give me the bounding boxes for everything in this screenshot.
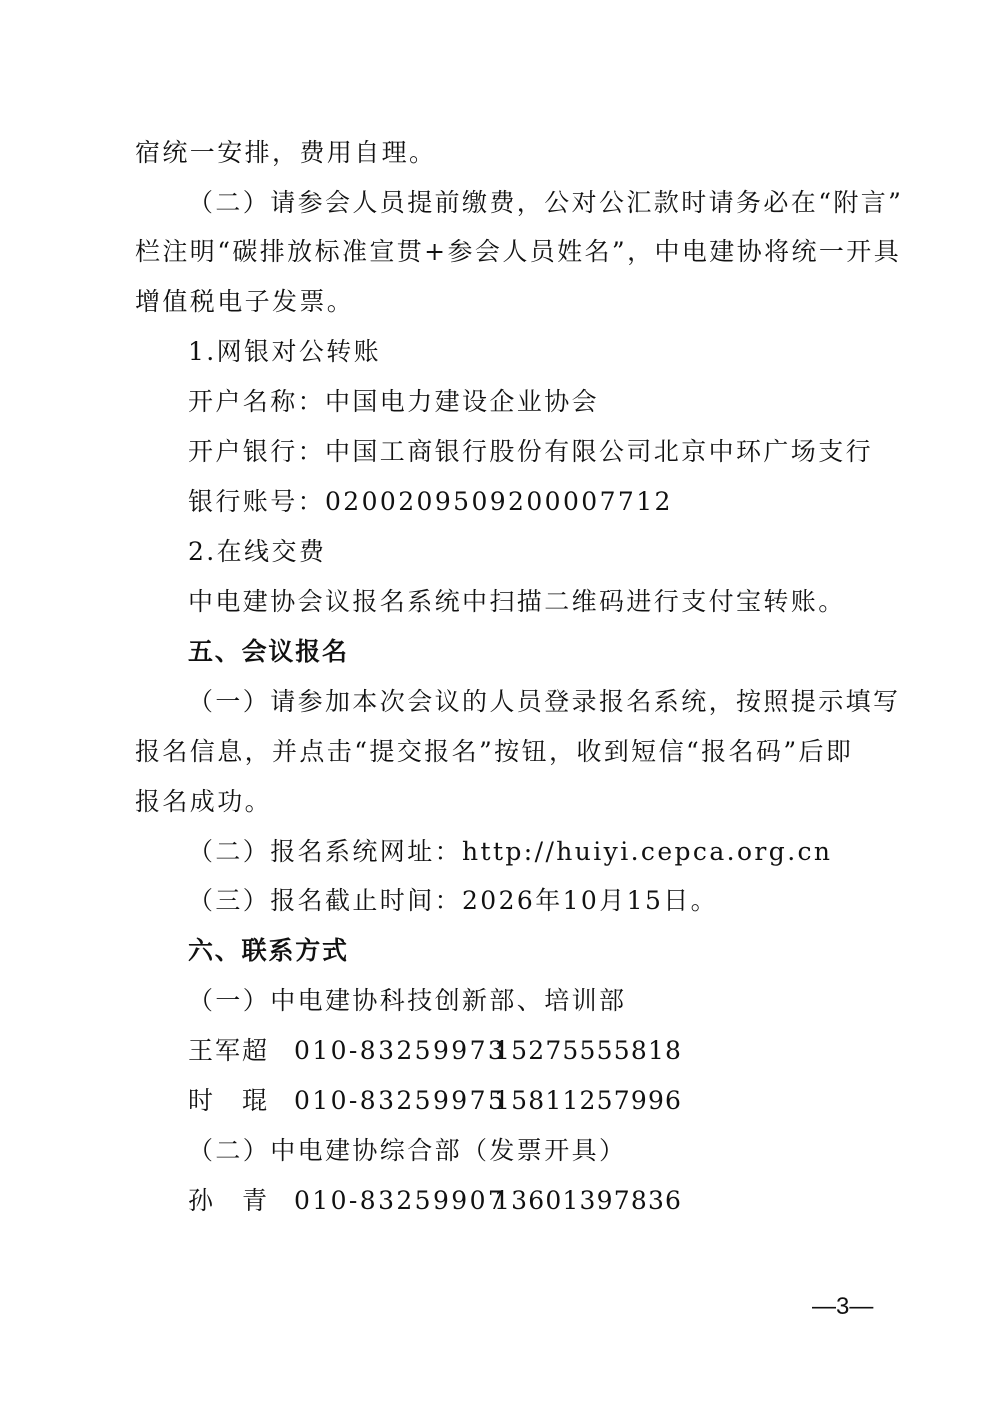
section-heading-contacts: 六、联系方式 <box>188 936 349 965</box>
registration-website: （二）报名系统网址：http://huiyi.cepca.org.cn <box>188 837 833 866</box>
account-number: 银行账号：0200209509200007712 <box>188 487 673 516</box>
registration-paragraph-line3: 报名成功。 <box>135 787 273 816</box>
account-name: 开户名称：中国电力建设企业协会 <box>188 387 600 416</box>
contact-mobile: 15275555818 <box>494 1036 683 1065</box>
contact-department-2: （二）中电建协综合部（发票开具） <box>188 1136 627 1165</box>
contact-name: 时 琨 <box>188 1086 270 1115</box>
contact-department-1: （一）中电建协科技创新部、培训部 <box>188 986 627 1015</box>
online-payment-instructions: 中电建协会议报名系统中扫描二维码进行支付宝转账。 <box>188 587 846 616</box>
contact-telephone: 010-83259975 <box>294 1086 507 1115</box>
contact-mobile: 15811257996 <box>494 1086 683 1115</box>
contact-name: 孙 青 <box>188 1186 270 1215</box>
registration-paragraph-line2: 报名信息，并点击“提交报名”按钮，收到短信“报名码”后即 <box>135 737 854 766</box>
paragraph-accommodation-end: 宿统一安排，费用自理。 <box>135 138 437 167</box>
payment-method-bank-transfer: 1.网银对公转账 <box>188 337 382 366</box>
paragraph-payment-line2: 栏注明“碳排放标准宣贯+参会人员姓名”，中电建协将统一开具 <box>135 237 902 266</box>
contact-mobile: 13601397836 <box>494 1186 683 1215</box>
contact-telephone: 010-83259907 <box>294 1186 507 1215</box>
paragraph-payment-line1: （二）请参会人员提前缴费，公对公汇款时请务必在“附言” <box>188 188 904 217</box>
contact-telephone: 010-83259973 <box>294 1036 507 1065</box>
payment-method-online: 2.在线交费 <box>188 537 327 566</box>
contact-name: 王军超 <box>188 1036 270 1065</box>
registration-deadline: （三）报名截止时间：2026年10月15日。 <box>188 886 719 915</box>
paragraph-payment-line3: 增值税电子发票。 <box>135 287 355 316</box>
page-number: —3— <box>812 1293 874 1320</box>
account-bank: 开户银行：中国工商银行股份有限公司北京中环广场支行 <box>188 437 874 466</box>
registration-paragraph-line1: （一）请参加本次会议的人员登录报名系统，按照提示填写 <box>188 687 901 716</box>
section-heading-registration: 五、会议报名 <box>188 637 349 666</box>
